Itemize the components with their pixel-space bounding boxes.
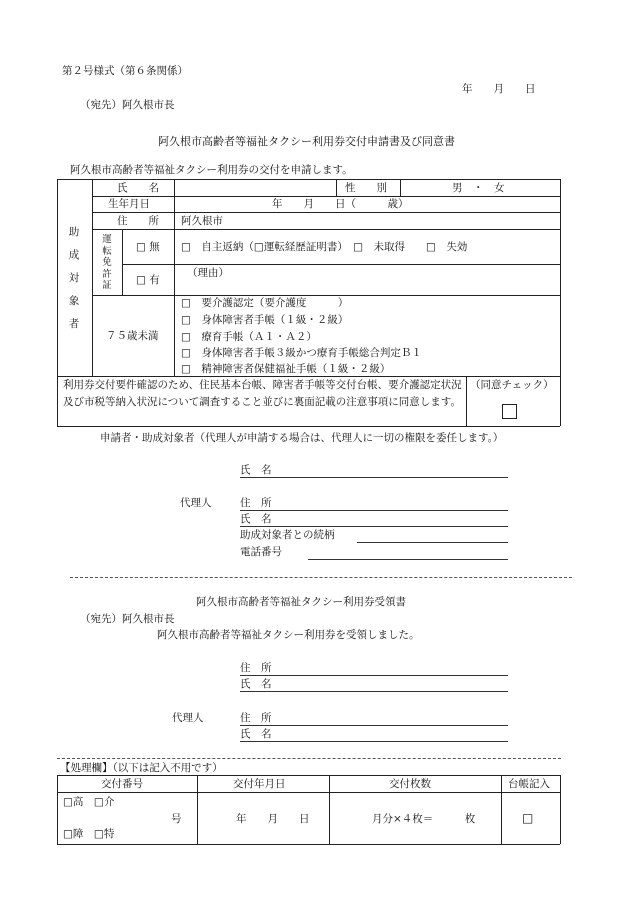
agent-name-line[interactable] (240, 526, 508, 527)
subject-side-label: 助成対象者 (68, 226, 80, 330)
reason-label: （理由） (187, 267, 229, 279)
intro-text: 阿久根市高齢者等福祉タクシー利用券の交付を申請します。 (70, 164, 353, 176)
phone-label: 電話番号 (240, 546, 282, 558)
issue-type-top[interactable]: □高 □介 (63, 796, 115, 808)
form-title: 阿久根市高齢者等福祉タクシー利用券交付申請書及び同意書 (158, 135, 455, 148)
cut-line (70, 577, 572, 578)
agent-name-label: 氏 名 (240, 513, 272, 525)
issue-count-value: 月分×４枚＝ 枚 (372, 813, 476, 825)
addressee: （宛先）阿久根市長 (80, 99, 175, 111)
consent-text: 利用券交付要件確認のため、住民基本台帳、障害者手帳等交付台帳、要介護認定状況及び市税等納入状況について調査すること並びに裏面記載の注意事項に同意します。 (63, 379, 462, 408)
relation-label: 助成対象者との続柄 (240, 529, 335, 541)
receipt-addressee: （宛先）阿久根市長 (80, 613, 175, 625)
phone-line[interactable] (308, 559, 508, 560)
license-label: 運転免許証 (102, 234, 112, 291)
issue-number-suffix: 号 (171, 813, 182, 825)
birthdate-label: 生年月日 (108, 198, 150, 210)
col-issue-count: 交付枚数 (389, 778, 431, 790)
license-status-options[interactable]: □ 自主返納（□運転経歴証明書） □ 未取得 □ 失効 (181, 241, 468, 253)
age-item-physical-grade3[interactable]: □ 身体障害者手帳３級かつ療育手帳総合判定Ｂ１ (181, 347, 422, 359)
form-number: 第２号様式（第６条関係） (62, 65, 188, 77)
processing-separator (57, 758, 561, 759)
consent-checkbox[interactable] (502, 404, 517, 419)
gender-options[interactable]: 男 ・ 女 (452, 182, 505, 194)
age-item-rehabilitation[interactable]: □ 療育手帳（Ａ１・Ａ２） (181, 331, 317, 343)
receipt-statement: 阿久根市高齢者等福祉タクシー利用券を受領しました。 (157, 629, 420, 641)
consent-check-label: （同意チェック） (470, 379, 554, 391)
col-issue-date: 交付年月日 (233, 778, 286, 790)
agent-address-line[interactable] (240, 510, 508, 511)
receipt-agent-address-label: 住 所 (240, 712, 272, 724)
receipt-agent-name-line[interactable] (240, 741, 508, 742)
date-line: 年 月 日 (462, 83, 536, 95)
age-item-mental-health[interactable]: □ 精神障害者保健福祉手帳（１級・２級） (181, 363, 391, 375)
address-value[interactable]: 阿久根市 (181, 215, 223, 227)
applicant-name-line[interactable] (240, 477, 508, 478)
receipt-agent-address-line[interactable] (240, 725, 508, 726)
age-item-physical-disability[interactable]: □ 身体障害者手帳（１級・２級） (181, 314, 349, 326)
receipt-agent-name-label: 氏 名 (240, 728, 272, 740)
applicant-name-label: 氏 名 (240, 464, 272, 476)
processing-heading: 【処理欄】（以下は記入不用です） (60, 762, 223, 774)
receipt-address-label: 住 所 (240, 662, 272, 674)
license-have-checkbox[interactable]: □ 有 (136, 274, 160, 286)
receipt-name-label: 氏 名 (240, 678, 272, 690)
issue-type-bottom[interactable]: □障 □特 (63, 828, 115, 840)
birthdate-value[interactable]: 年 月 日（ 歳） (272, 198, 409, 210)
license-none-checkbox[interactable]: □ 無 (136, 241, 160, 253)
receipt-name-line[interactable] (240, 691, 508, 692)
issue-date-value: 年 月 日 (236, 813, 310, 825)
age-item-care-level[interactable]: □ 要介護認定（要介護度 ） (181, 297, 349, 309)
gender-label: 性 別 (345, 182, 387, 194)
receipt-title: 阿久根市高齢者等福祉タクシー利用券受領書 (196, 596, 406, 608)
col-ledger: 台帳記入 (508, 778, 550, 790)
receipt-agent-label: 代理人 (172, 712, 204, 724)
agent-address-label: 住 所 (240, 497, 272, 509)
address-label: 住 所 (117, 215, 159, 227)
ledger-checkbox[interactable]: □ (522, 811, 534, 825)
agent-label: 代理人 (180, 497, 212, 509)
col-issue-number: 交付番号 (101, 778, 143, 790)
receipt-address-line[interactable] (240, 675, 508, 676)
relation-line[interactable] (357, 542, 508, 543)
name-label: 氏 名 (117, 182, 159, 194)
applicant-caption: 申請者・助成対象者（代理人が申請する場合は、代理人に一切の権限を委任します。） (100, 432, 504, 444)
age-under-75-label: ７５歳未満 (106, 330, 159, 342)
